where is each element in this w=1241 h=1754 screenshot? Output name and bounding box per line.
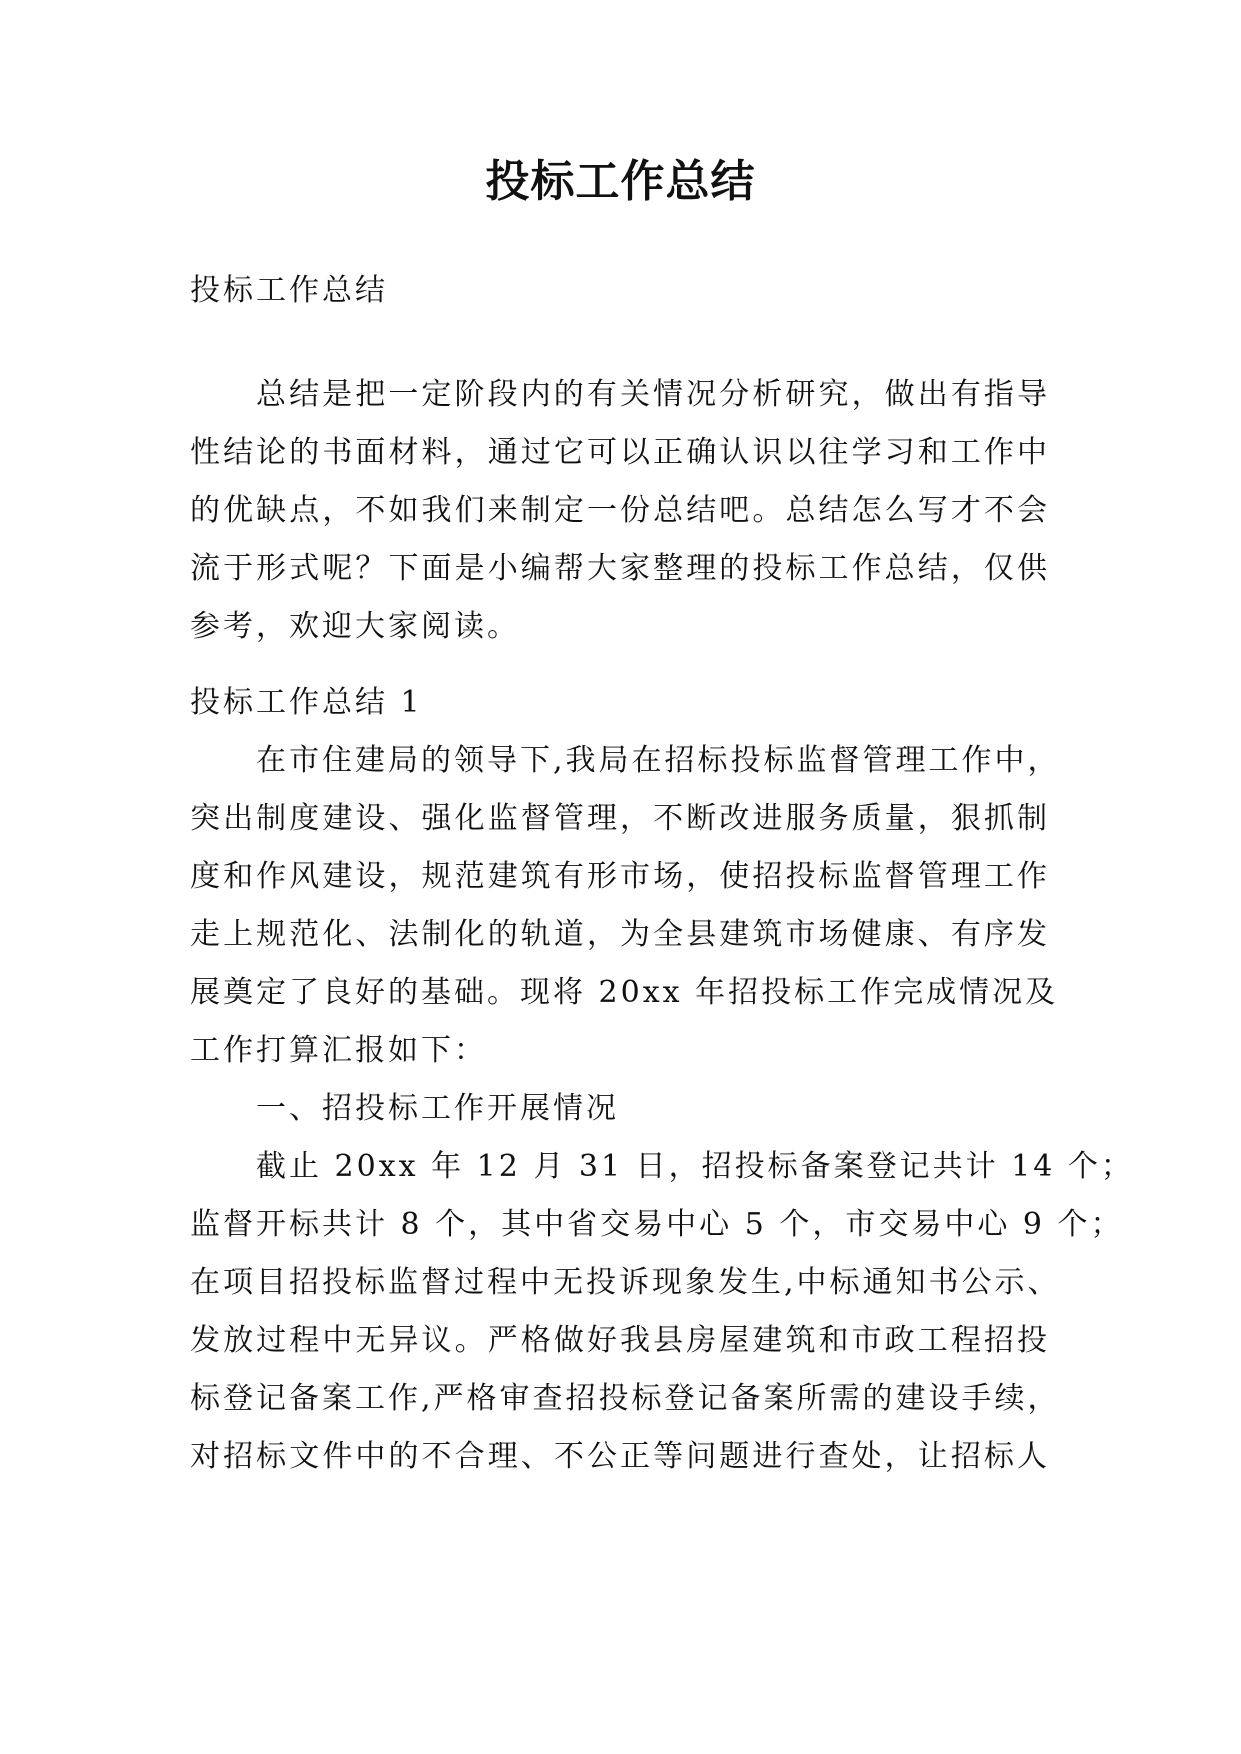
intro-line: 的优缺点，不如我们来制定一份总结吧。总结怎么写才不会 (190, 493, 1050, 528)
paragraph-line: 标登记备案工作,严格审查招投标登记备案所需的建设手续， (190, 1381, 1061, 1416)
paragraph-line: 展奠定了良好的基础。现将 20xx 年招投标工作完成情况及 (190, 975, 1059, 1010)
paragraph-line: 在市住建局的领导下,我局在招标投标监督管理工作中， (256, 743, 1061, 778)
paragraph-line: 发放过程中无异议。严格做好我县房屋建筑和市政工程招投 (190, 1323, 1050, 1358)
document-subtitle (190, 262, 1050, 320)
paragraph-line: 走上规范化、法制化的轨道，为全县建筑市场健康、有序发 (190, 917, 1050, 952)
paragraph-line: 对招标文件中的不合理、不公正等问题进行查处，让招标人 (190, 1439, 1050, 1474)
paragraph-line: 在项目招投标监督过程中无投诉现象发生,中标通知书公示、 (190, 1265, 1061, 1300)
intro-line: 总结是把一定阶段内的有关情况分析研究，做出有指导 (256, 377, 1050, 412)
document-title: 投标工作总结 (485, 156, 756, 207)
paragraph-line: 工作打算汇报如下： (190, 1033, 487, 1068)
section-subheading: 一、招投标工作开展情况 (256, 1091, 619, 1126)
intro-line: 性结论的书面材料，通过它可以正确认识以往学习和工作中 (190, 435, 1050, 470)
paragraph-line: 监督开标共计 8 个，其中省交易中心 5 个，市交易中心 9 个； (190, 1207, 1124, 1242)
paragraph-line: 截止 20xx 年 12 月 31 日，招投标备案登记共计 14 个； (256, 1149, 1134, 1184)
intro-line: 参考，欢迎大家阅读。 (190, 609, 520, 644)
intro-line: 流于形式呢？下面是小编帮大家整理的投标工作总结，仅供 (190, 551, 1050, 586)
intro-paragraph (190, 366, 1050, 656)
section-1 (190, 674, 1134, 1486)
section-heading: 投标工作总结 1 (190, 685, 423, 720)
paragraph-line: 突出制度建设、强化监督管理，不断改进服务质量，狠抓制 (190, 801, 1050, 836)
subtitle-text: 投标工作总结 (190, 273, 388, 308)
paragraph-line: 度和作风建设，规范建筑有形市场，使招投标监督管理工作 (190, 859, 1050, 894)
